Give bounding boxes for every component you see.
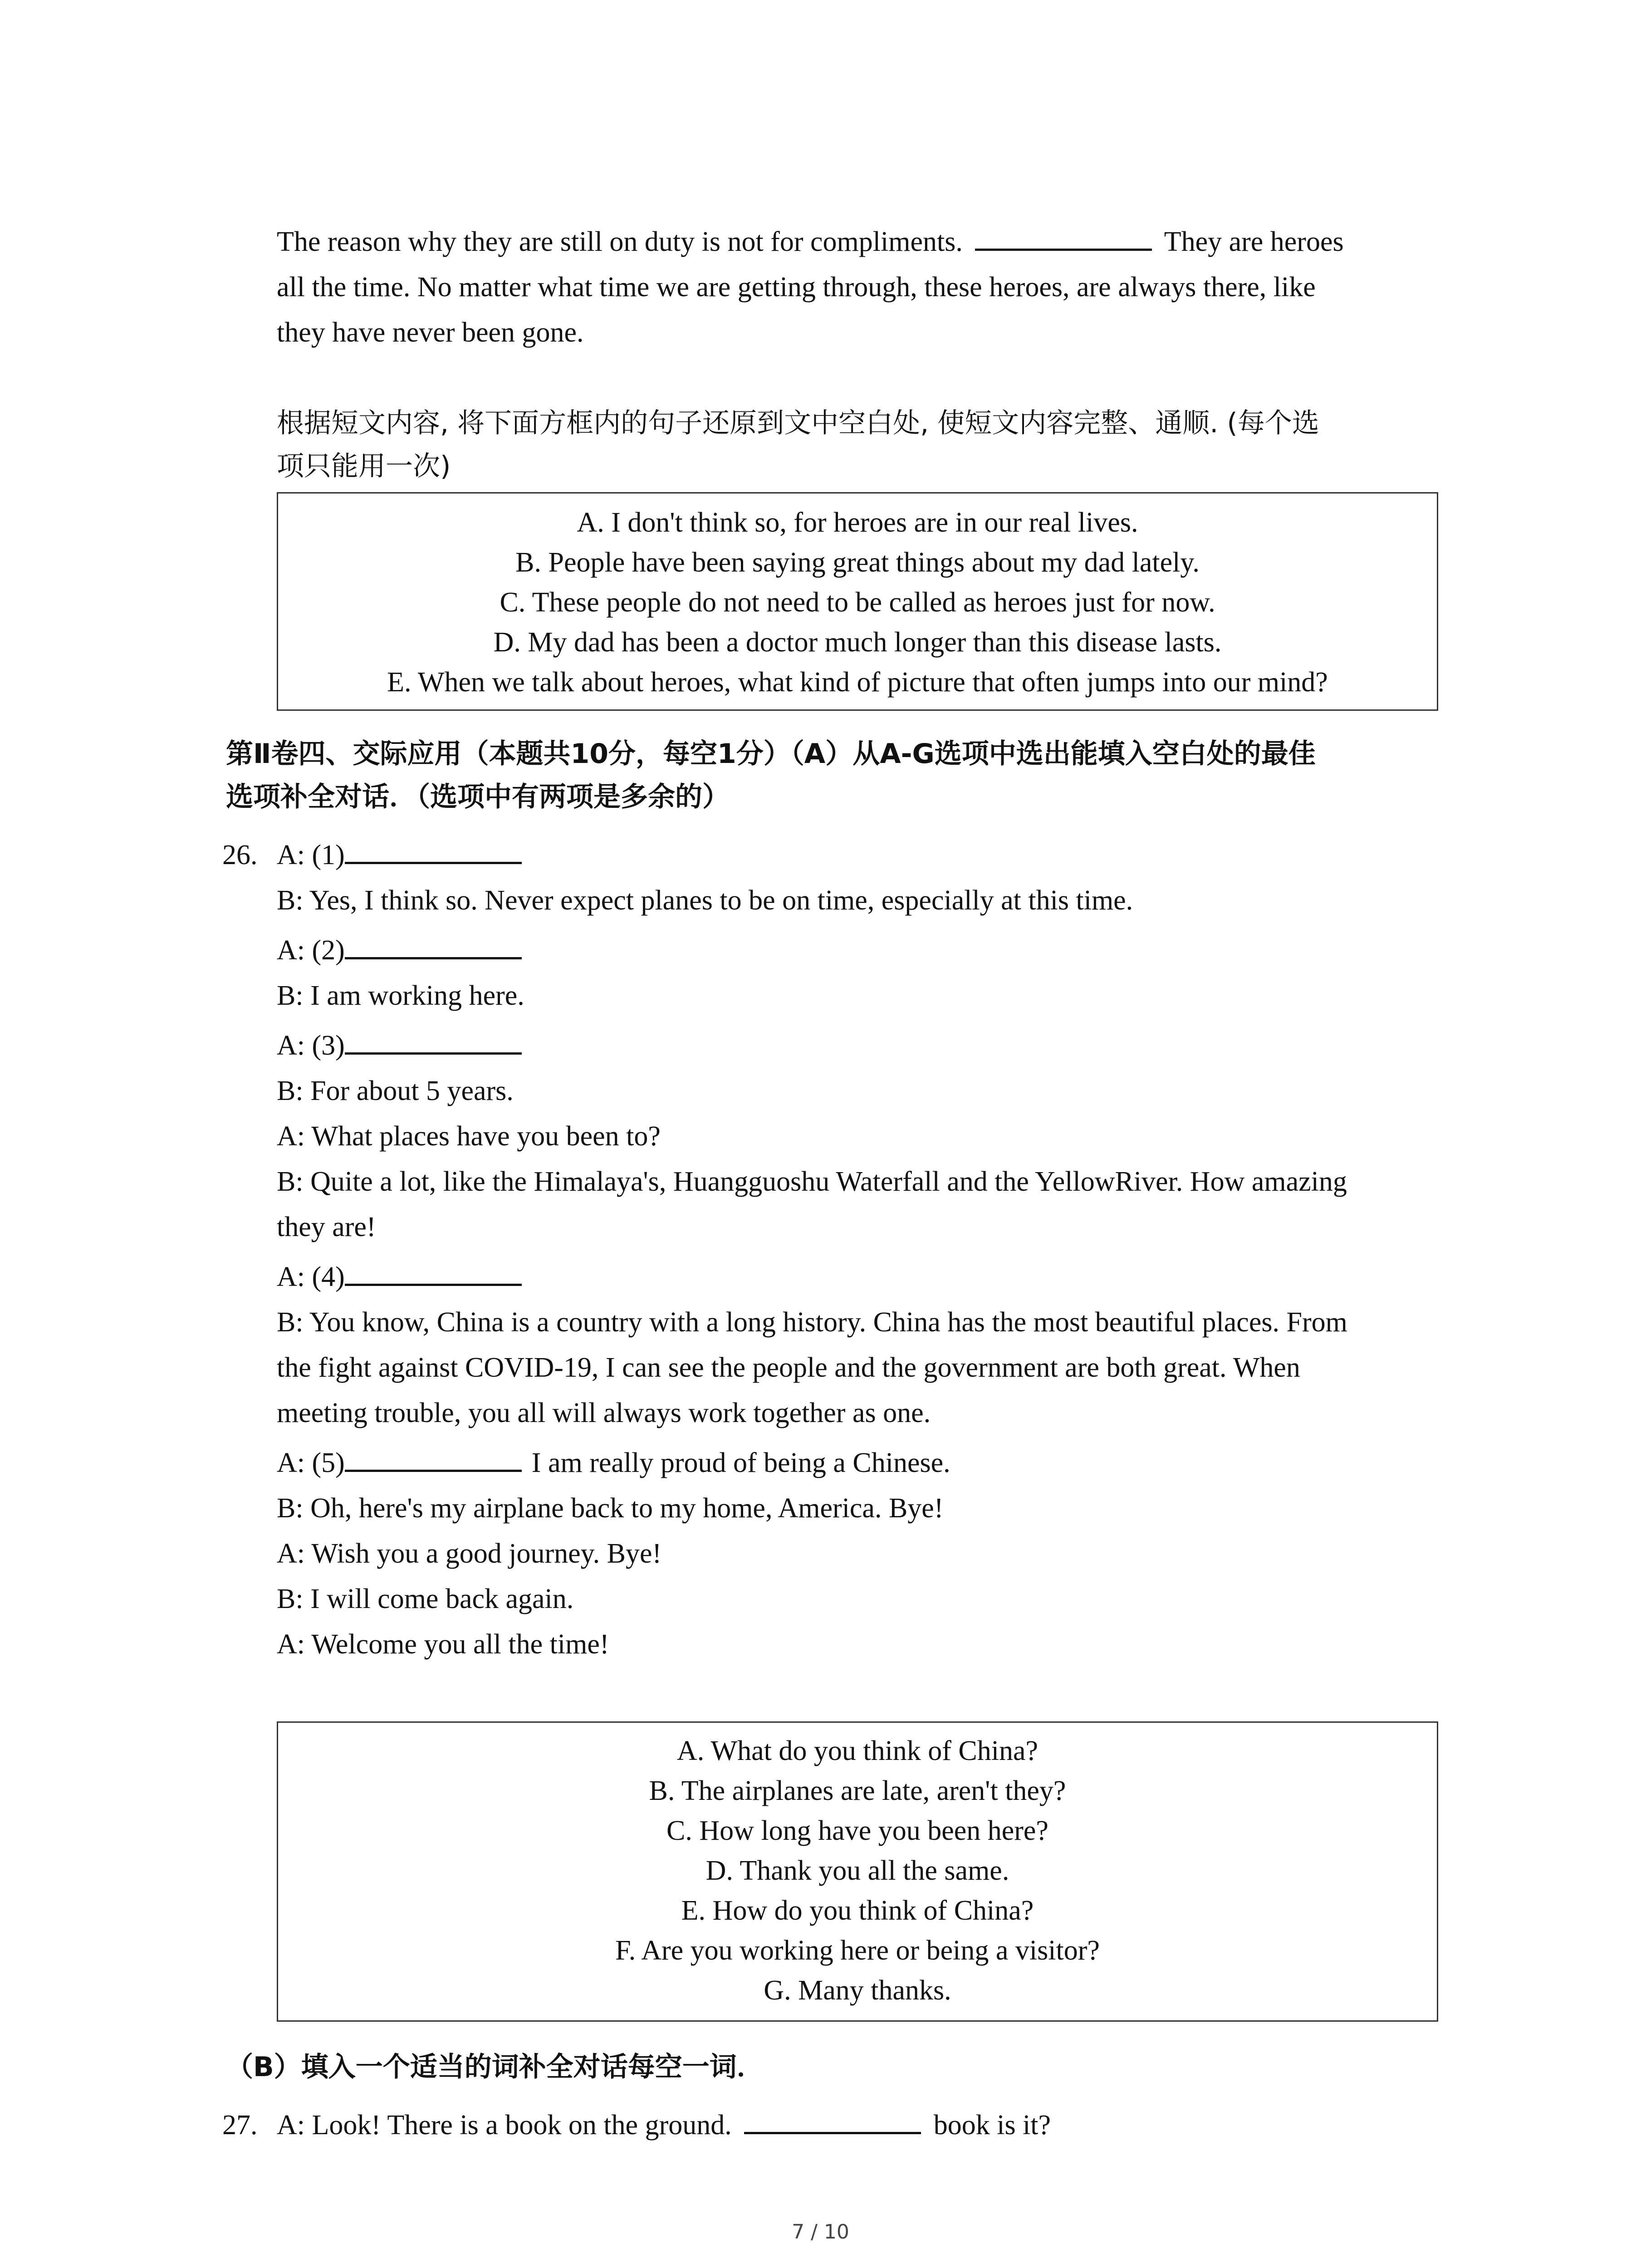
answer-blank-3[interactable] bbox=[345, 1027, 522, 1055]
dialogue-line: A: What places have you been to? bbox=[277, 1121, 661, 1152]
option-a: A. What do you think of China? bbox=[676, 1735, 1038, 1766]
task-instruction-line-2: 项只能用一次) bbox=[277, 450, 451, 482]
option-d: D. My dad has been a doctor much longer than this disease lasts. bbox=[493, 627, 1222, 658]
option-b: B. People have been saying great things about my dad lately. bbox=[515, 547, 1200, 578]
dialogue-line: they are! bbox=[277, 1212, 376, 1242]
option-e: E. When we talk about heroes, what kind of picture that often jumps into our mind? bbox=[387, 667, 1328, 698]
option-g: G. Many thanks. bbox=[764, 1975, 951, 2006]
dialogue-line: B: Oh, here's my airplane back to my home, America. Bye! bbox=[277, 1493, 944, 1524]
dialogue-line: B: Quite a lot, like the Himalaya's, Huangguoshu Waterfall and the YellowRiver. How amazing bbox=[277, 1166, 1347, 1197]
passage-line-3: they have never been gone. bbox=[277, 317, 584, 348]
answer-blank-5[interactable] bbox=[345, 1444, 522, 1472]
section-4-heading-line-2: 选项补全对话．（选项中有两项是多余的） bbox=[226, 781, 730, 813]
option-a: A. I don't think so, for heroes are in our real lives. bbox=[577, 507, 1138, 538]
dialogue-line: A: (2) bbox=[277, 930, 522, 971]
dialogue-line: A: (1) bbox=[277, 835, 522, 875]
passage-text: They are heroes bbox=[1164, 226, 1344, 257]
dialogue-line: A: (5) I am really proud of being a Chinese. bbox=[277, 1442, 950, 1483]
dialogue-line: A: Look! There is a book on the ground. book is it? bbox=[277, 2105, 1051, 2146]
dialogue-line: B: I am working here. bbox=[277, 980, 524, 1011]
passage-line-2: all the time. No matter what time we are getting through, these heroes, are always there, like bbox=[277, 272, 1316, 303]
task-instruction-line-1: 根据短文内容, 将下面方框内的句子还原到文中空白处, 使短文内容完整、通顺. (每个选 bbox=[277, 407, 1319, 439]
dialogue-line: meeting trouble, you all will always work together as one. bbox=[277, 1398, 931, 1428]
passage-text: The reason why they are still on duty is not for compliments. bbox=[277, 226, 963, 257]
section-4-heading-line-1: 第Ⅱ卷四、交际应用（本题共10分，每空1分）（A）从A-G选项中选出能填入空白处的最佳 bbox=[226, 738, 1316, 770]
option-d: D. Thank you all the same. bbox=[705, 1855, 1009, 1886]
option-e: E. How do you think of China? bbox=[681, 1895, 1034, 1926]
passage-line-1 bbox=[277, 221, 1344, 262]
options-box-passage bbox=[277, 492, 1438, 711]
option-c: C. How long have you been here? bbox=[666, 1815, 1048, 1846]
dialogue-line: the fight against COVID-19, I can see the people and the government are both great. When bbox=[277, 1352, 1300, 1383]
option-c: C. These people do not need to be called as heroes just for now. bbox=[500, 587, 1215, 618]
dialogue-line: B: You know, China is a country with a long history. China has the most beautiful places. From bbox=[277, 1307, 1347, 1338]
dialogue-line: A: (4) bbox=[277, 1256, 522, 1297]
option-f: F. Are you working here or being a visitor? bbox=[615, 1935, 1100, 1966]
question-number-26: 26. bbox=[222, 840, 258, 870]
answer-blank-2[interactable] bbox=[345, 932, 522, 959]
answer-blank[interactable] bbox=[975, 223, 1152, 251]
answer-blank[interactable] bbox=[744, 2107, 921, 2134]
dialogue-line: A: Welcome you all the time! bbox=[277, 1629, 609, 1660]
dialogue-line: A: (3) bbox=[277, 1025, 522, 1066]
dialogue-line: A: Wish you a good journey. Bye! bbox=[277, 1538, 662, 1569]
answer-blank-4[interactable] bbox=[345, 1258, 522, 1286]
option-b: B. The airplanes are late, aren't they? bbox=[649, 1775, 1066, 1806]
options-box-dialogue bbox=[277, 1721, 1438, 2022]
section-b-heading: （B）填入一个适当的词补全对话每空一词． bbox=[226, 2051, 764, 2083]
dialogue-line: B: Yes, I think so. Never expect planes to be on time, especially at this time. bbox=[277, 885, 1133, 916]
question-number-27: 27. bbox=[222, 2110, 258, 2141]
dialogue-line: B: For about 5 years. bbox=[277, 1075, 514, 1106]
page-number: 7 / 10 bbox=[792, 2220, 849, 2244]
dialogue-line: B: I will come back again. bbox=[277, 1584, 574, 1614]
answer-blank-1[interactable] bbox=[345, 836, 522, 864]
